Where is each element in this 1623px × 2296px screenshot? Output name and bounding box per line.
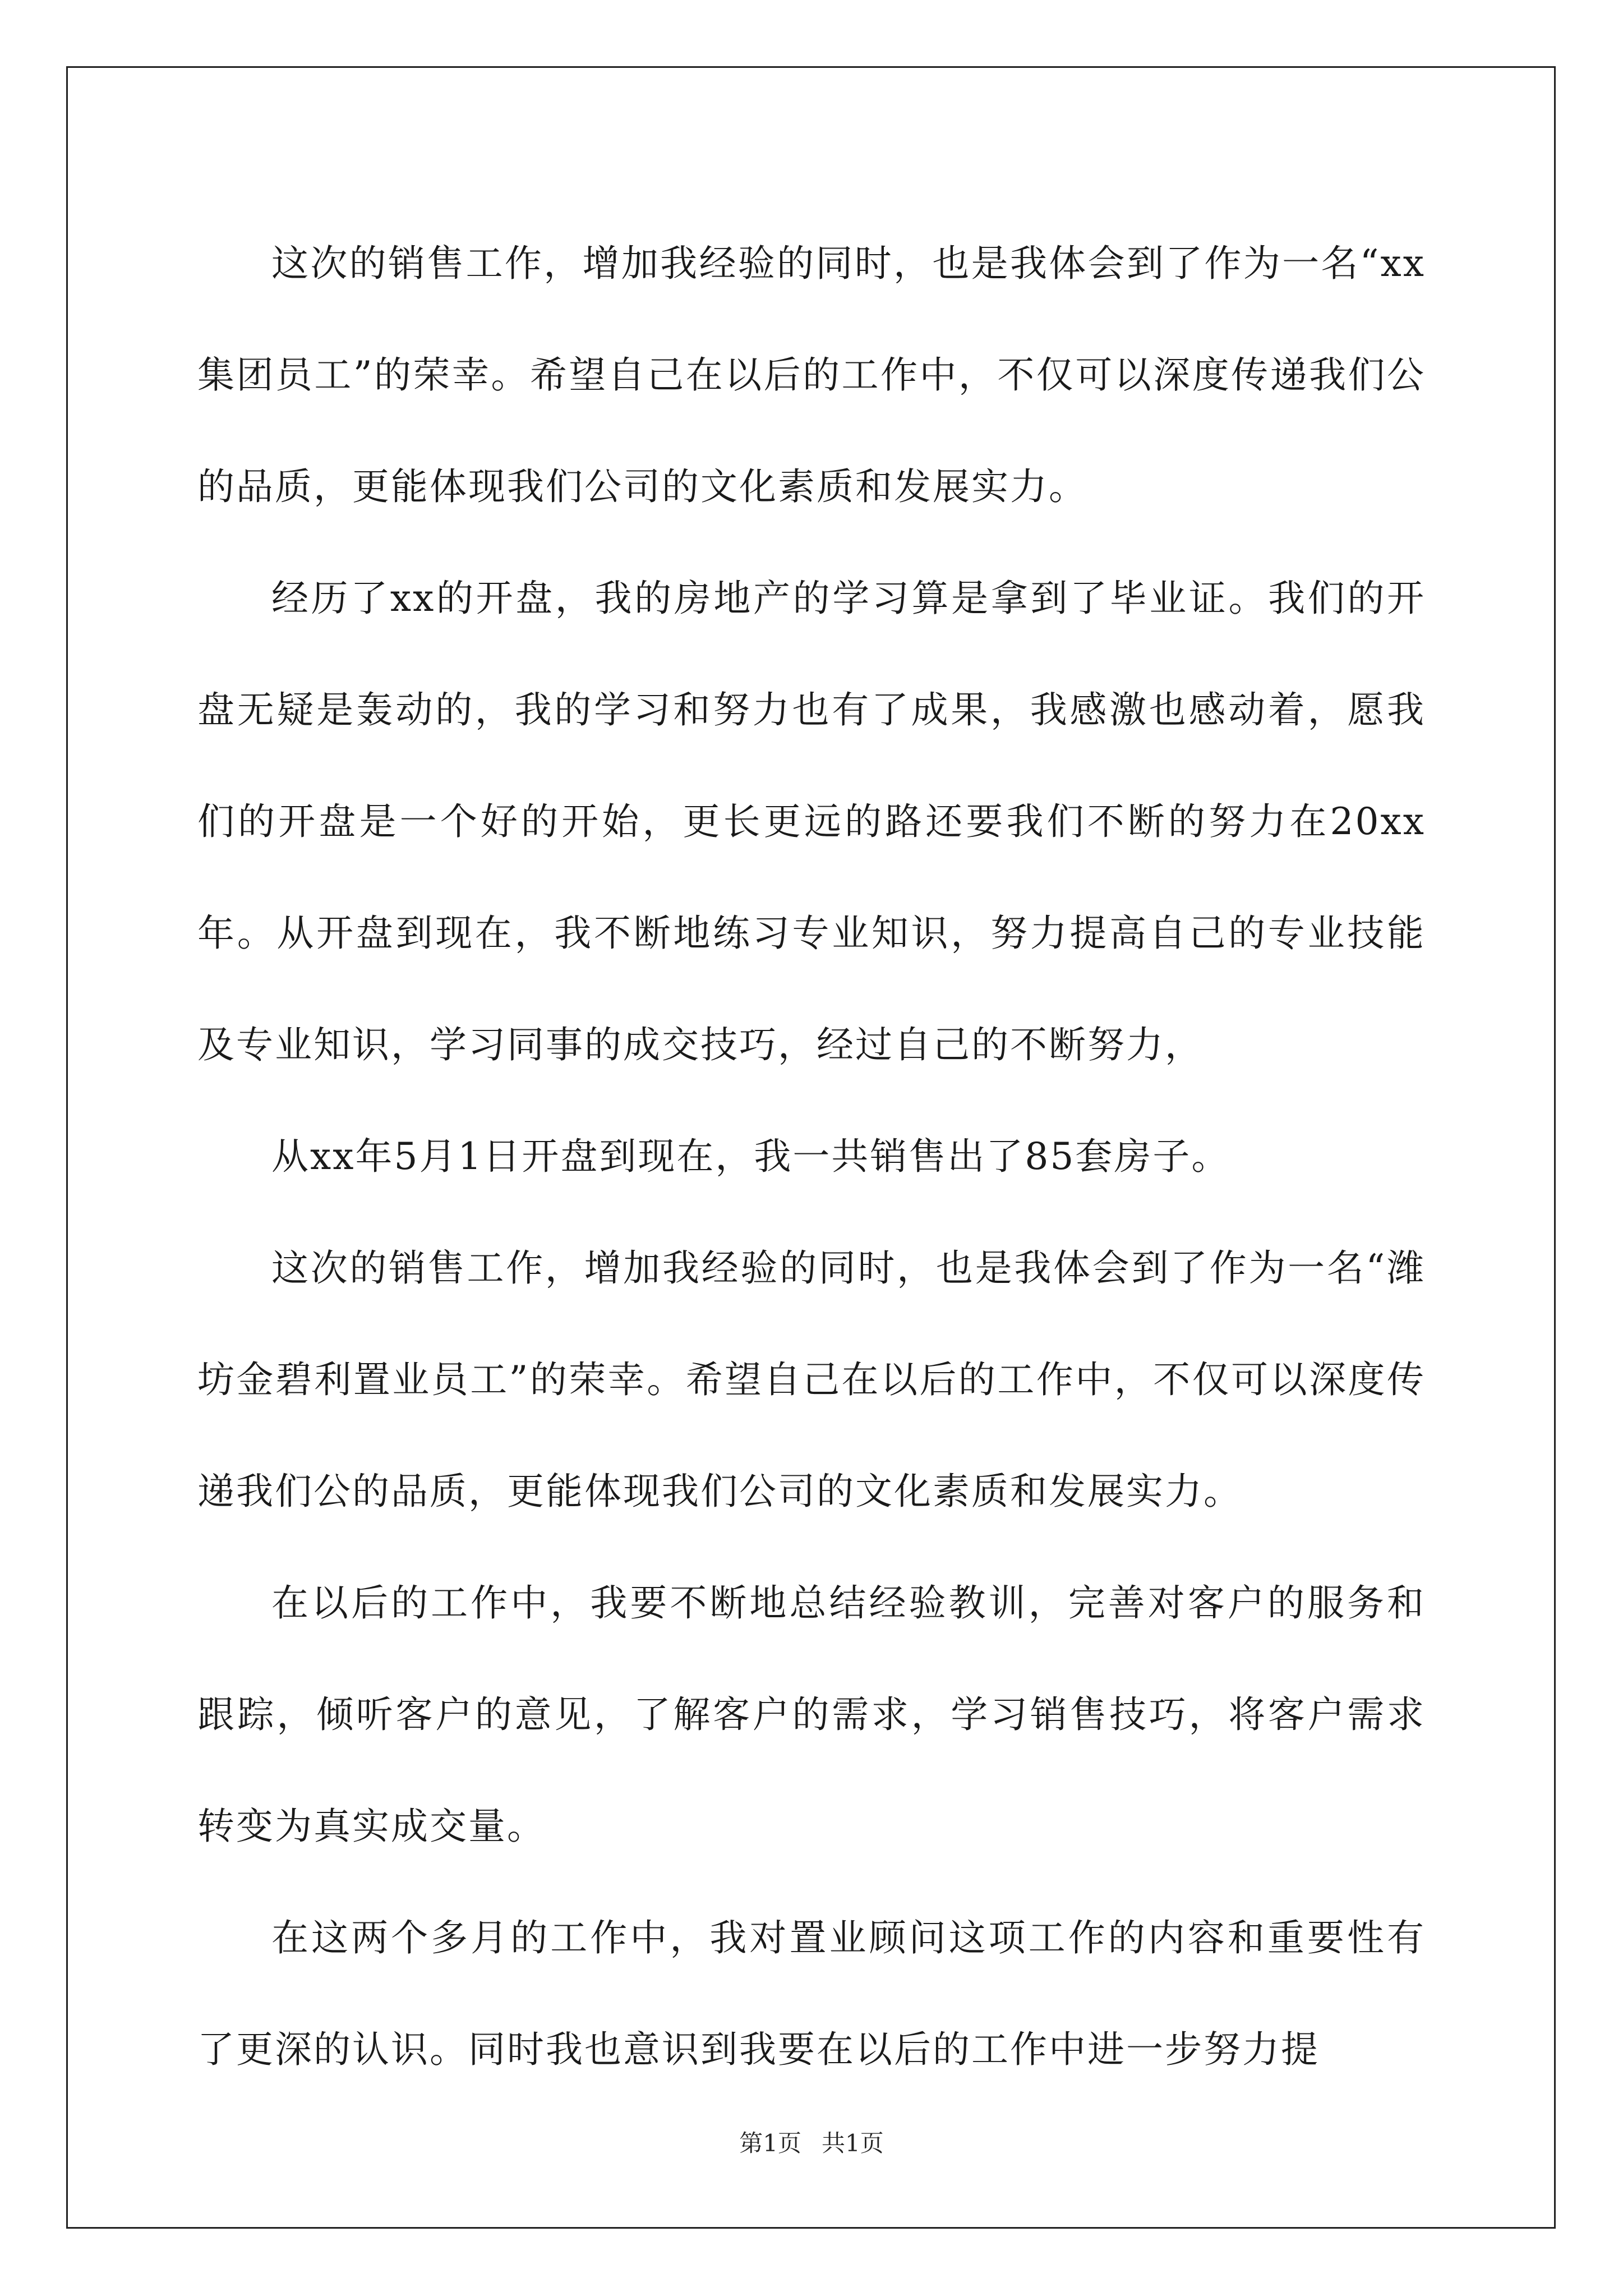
paragraph-1: 这次的销售工作，增加我经验的同时，也是我体会到了作为一名“xx集团员工”的荣幸。希望自己在以后的工作中，不仅可以深度传递我们公的品质，更能体现我们公司的文化素质和发展实力。	[197, 242, 1426, 508]
paragraph-5: 在以后的工作中，我要不断地总结经验教训，完善对客户的服务和跟踪，倾听客户的意见，了解客户的需求，学习销售技巧，将客户需求转变为真实成交量。	[197, 1581, 1426, 1848]
document-body	[197, 208, 1426, 2105]
page-footer	[0, 2125, 1623, 2159]
paragraph-2: 经历了xx的开盘，我的房地产的学习算是拿到了毕业证。我们的开盘无疑是轰动的，我的学习和努力也有了成果，我感激也感动着，愿我们的开盘是一个好的开始，更长更远的路还要我们不断的努力在20xx年。从开盘到现在，我不断地练习专业知识，努力提高自己的专业技能及专业知识，学习同事的成交技巧，经过自己的不断努力，	[197, 577, 1426, 1066]
page-number: 第1页	[739, 2129, 801, 2157]
paragraph-6: 在这两个多月的工作中，我对置业顾问这项工作的内容和重要性有了更深的认识。同时我也意识到我要在以后的工作中进一步努力提	[197, 1916, 1426, 2071]
paragraph-3: 从xx年5月1日开盘到现在，我一共销售出了85套房子。	[271, 1135, 1230, 1178]
page-total: 共1页	[822, 2129, 884, 2157]
paragraph-4: 这次的销售工作，增加我经验的同时，也是我体会到了作为一名“潍坊金碧利置业员工”的荣幸。希望自己在以后的工作中，不仅可以深度传递我们公的品质，更能体现我们公司的文化素质和发展实力。	[197, 1246, 1426, 1513]
